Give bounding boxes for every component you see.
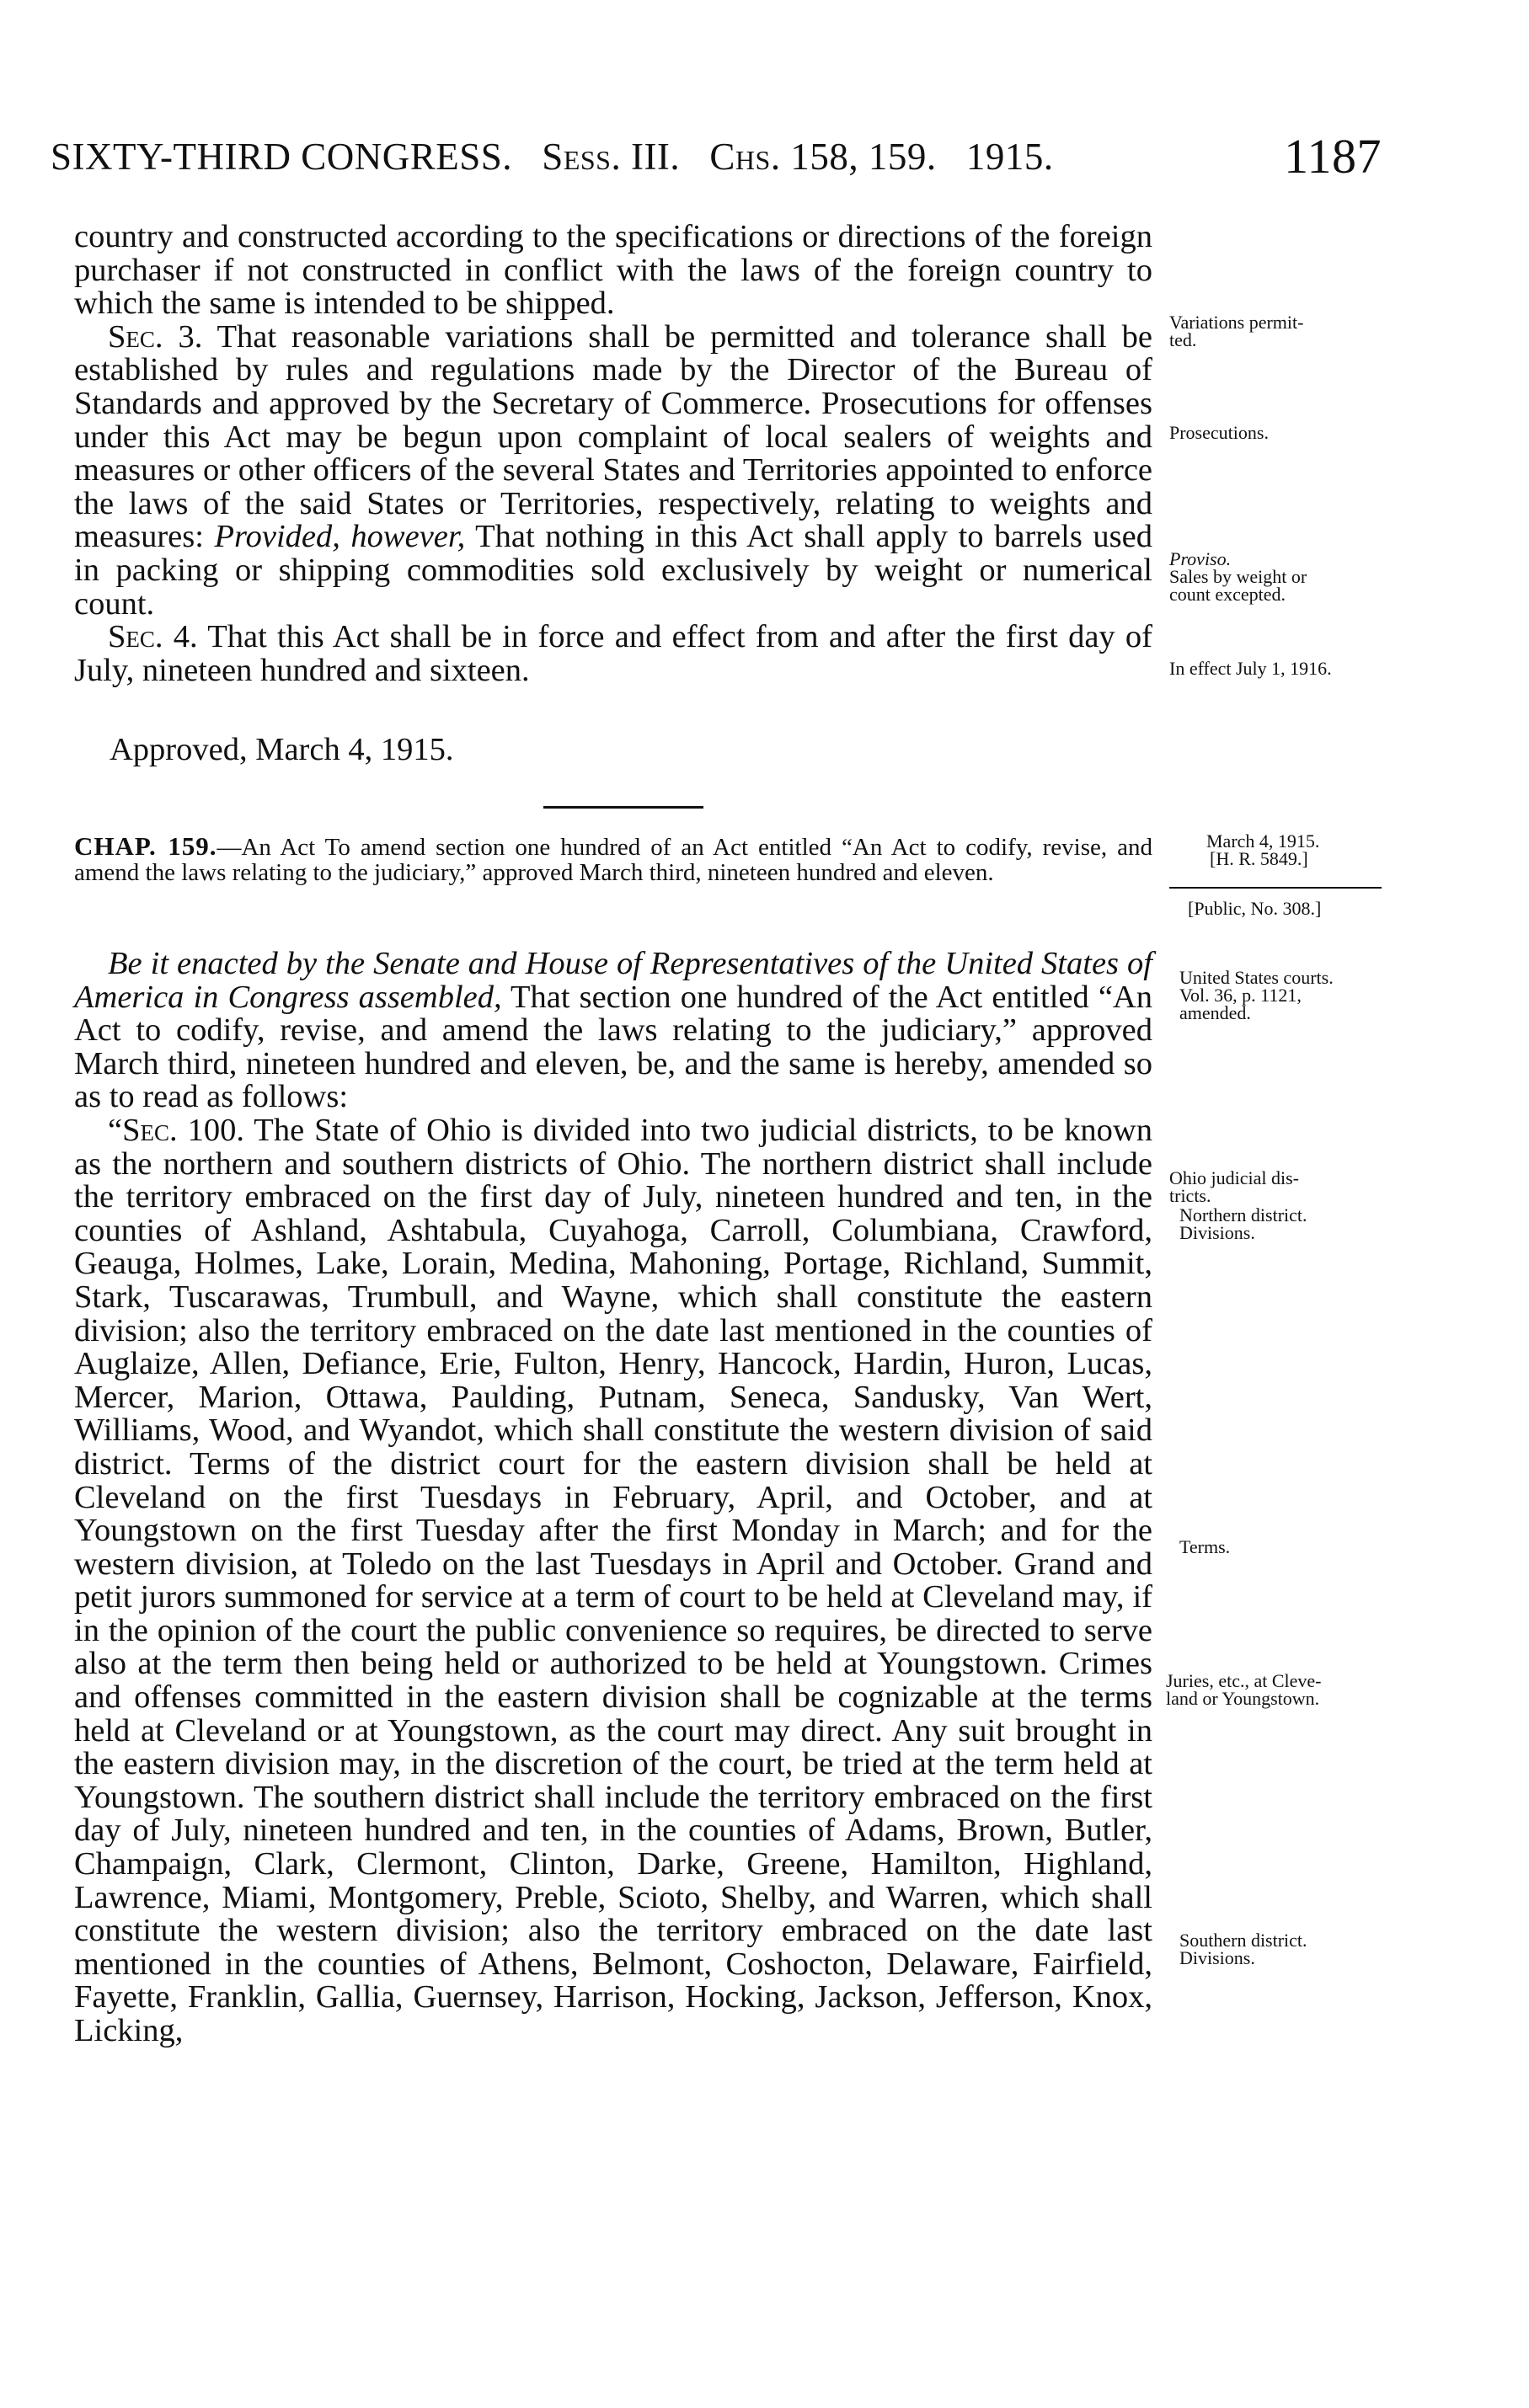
margin-note-juries [1166, 1672, 1385, 1707]
enacting-paragraph [74, 948, 1152, 1114]
margin-note-line: amended. [1179, 1002, 1251, 1023]
margin-note-ohio-districts [1169, 1169, 1388, 1204]
chapter-title: —An Act To amend section one hundred of an Act entitled “An Act to codify, revise, and amend the laws relating to the judiciary,” approved March third, nineteen hundred and eleven. [74, 834, 1152, 886]
chapter-159-text [74, 948, 1152, 2048]
margin-note-variations [1169, 313, 1388, 349]
margin-note-line: Proviso. [1169, 548, 1232, 569]
margin-note-line: March 4, 1915. [1206, 830, 1320, 852]
section-3 [74, 318, 1152, 622]
margin-note-line: Prosecutions. [1169, 422, 1269, 443]
margin-note-courts [1179, 969, 1398, 1022]
margin-note-line: tricts. [1169, 1185, 1211, 1206]
section-label: Sec. 4. [108, 619, 198, 655]
margin-divider [1169, 887, 1382, 889]
section-label: Sec. 100. [122, 1112, 244, 1148]
margin-note-public-law [1188, 900, 1407, 917]
margin-note-southern-district [1179, 1931, 1398, 1967]
margin-note-line: count excepted. [1169, 584, 1286, 605]
margin-note-line: Variations permit- [1169, 312, 1304, 333]
margin-note-line: Terms. [1179, 1536, 1231, 1557]
margin-note-line: [Public, No. 308.] [1188, 898, 1322, 919]
margin-note-line: Divisions. [1179, 1222, 1255, 1243]
chapter-label: CHAP. 159. [74, 831, 217, 861]
margin-note-prosecutions [1169, 424, 1388, 441]
section-text: That reasonable variations shall be permitted and tolerance shall be established by rules and regulations made by the Director of the Bureau of Standards and approved by the Secretary of Commerce. Prosecutions for offenses under this Act may be begun upon complaint of local sealers of weights and measures or other officers of the several States and Territories appointed to enforce the laws of the said States or Territories, respectively, relating to weights and measures: [74, 318, 1152, 555]
year-label: 1915. [965, 136, 1054, 178]
margin-note-line: ted. [1169, 329, 1197, 350]
enacting-clause: Be it enacted by the Senate and House of Representatives of the United States of America in Congress assembled, [74, 946, 1152, 1015]
approval-line: Approved, March 4, 1915. [110, 732, 454, 767]
margin-note-line: Northern district. [1179, 1204, 1307, 1225]
header-left [51, 135, 1054, 179]
section-text-continued: That nothing in this Act shall apply to barrels used in packing or shipping commodities sold exclusively by weight or numerical count. [74, 519, 1152, 622]
margin-note-in-effect [1169, 659, 1388, 677]
chapter-158-text [74, 221, 1152, 687]
margin-note-terms [1179, 1538, 1398, 1556]
session-label: Sess. III. [542, 136, 681, 178]
section-100 [74, 1114, 1152, 2048]
chapters-label: Chs. 158, 159. [709, 136, 937, 178]
proviso-phrase: Provided, however, [214, 519, 466, 555]
margin-note-line: Ohio judicial dis- [1169, 1167, 1299, 1188]
section-text: The State of Ohio is divided into two judicial districts, to be known as the northern and southern districts of Ohio. The northern district shall include the territory embraced on the first day of July, nineteen hundred and ten, in the counties of Ashland, Ashtabula, Cuyahoga, Carroll, Columbiana, Crawford, Geauga, Holmes, Lake, Lorain, Medina, Mahoning, Portage, Richland, Summit, Stark, Tuscarawas, Trumbull, and Wayne, which shall constitute the eastern division; also the territory embraced on the date last mentioned in the counties of Auglaize, Allen, Defiance, Erie, Fulton, Henry, Hancock, Hardin, Huron, Lucas, Mercer, Marion, Ottawa, Paulding, Putnam, Seneca, Sandusky, Van Wert, Williams, Wood, and Wyandot, which shall constitute the western division of said district. Terms of the district court for the eastern division shall be held at Cleveland on the first Tuesdays in February, April, and October, and at Youngstown on the first Tuesday after the first Monday in March; and for the western division, at Toledo on the last Tuesdays in April and October. Grand and petit jurors summoned for service at a term of court to be held at Cleveland may, if in the opinion of the court the public convenience so requires, be directed to serve also at the term then being held or authorized to be held at Youngstown. Crimes and offenses committed in the eastern division shall be cognizable at the terms held at Cleveland or at Youngstown, as the court may direct. Any suit brought in the eastern division may, in the discretion of the court, be tried at the term held at Youngstown. The southern district shall include the territory embraced on the first day of July, nineteen hundred and ten, in the counties of Adams, Brown, Butler, Champaign, Clark, Clermont, Clinton, Darke, Greene, Hamilton, Highland, Lawrence, Miami, Montgomery, Preble, Scioto, Shelby, and Warren, which shall constitute the western division; also the territory embraced on the date last mentioned in the counties of Athens, Belmont, Coshocton, Delaware, Fairfield, Fayette, Franklin, Gallia, Guernsey, Harrison, Hocking, Jackson, Jefferson, Knox, Licking, [74, 1112, 1152, 2048]
section-label: Sec. 3. [108, 318, 203, 355]
page-number: 1187 [1284, 129, 1382, 184]
chapter-159-heading [74, 831, 1152, 886]
paragraph-text: country and constructed according to the specifications or directions of the foreign purchaser if not constructed in conflict with the laws of the foreign country to which the same is intended to be shipped. [74, 219, 1152, 322]
margin-note-line: Divisions. [1179, 1947, 1255, 1968]
margin-note-line: Southern district. [1179, 1930, 1307, 1951]
margin-note-line: In effect July 1, 1916. [1169, 658, 1332, 679]
margin-note-northern-district [1179, 1206, 1398, 1241]
margin-note-line: Vol. 36, p. 1121, [1179, 985, 1302, 1006]
margin-note-proviso [1169, 550, 1388, 603]
margin-note-line: Sales by weight or [1169, 566, 1307, 587]
running-header [51, 129, 1382, 185]
section-text: That this Act shall be in force and effect from and after the first day of July, nineteen hundred and sixteen. [74, 619, 1152, 688]
paragraph [74, 221, 1152, 321]
running-title: SIXTY-THIRD CONGRESS. [51, 136, 513, 178]
section-divider [543, 806, 703, 809]
margin-note-line: United States courts. [1179, 967, 1334, 988]
section-4 [74, 621, 1152, 687]
margin-note-date [1206, 832, 1375, 868]
margin-note-line: Juries, etc., at Cleve- [1166, 1670, 1322, 1691]
margin-note-line: [H. R. 5849.] [1210, 848, 1308, 869]
margin-note-line: land or Youngstown. [1166, 1688, 1320, 1709]
paragraph-text: That section one hundred of the Act entitled “An Act to codify, revise, and amend the laws relating to the judiciary,” approved March third, nineteen hundred and eleven, be, and the same is hereby, amended so as to read as follows: [74, 979, 1152, 1115]
open-quote: “ [108, 1112, 123, 1148]
